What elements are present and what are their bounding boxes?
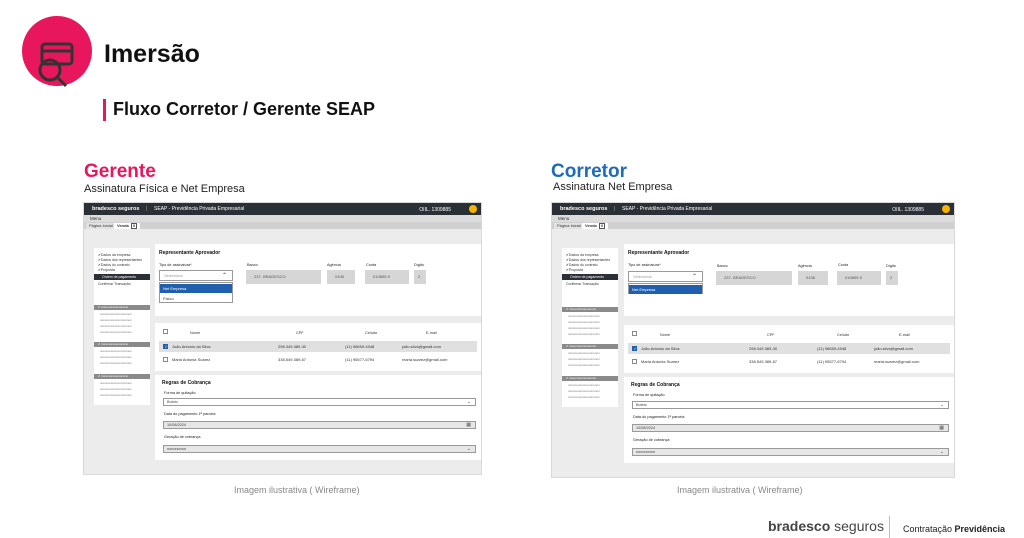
accordion-item[interactable]: nononononononononon [568,389,600,393]
digito-label: Dígito [886,264,896,268]
accordion-item[interactable]: nononononononononon [568,320,600,324]
page-title: Imersão [104,40,200,68]
user-icon[interactable] [942,205,950,213]
tab-venda-label: Venda [585,223,597,228]
step-item[interactable]: ✔Proposta [566,268,583,272]
accordion-header[interactable]: ✔ nononononononono [94,374,150,379]
tipo-select[interactable] [628,271,703,282]
cell-cpf: 298.349.389-30 [278,344,307,349]
cell-cpf: 298.349.389-30 [749,346,778,351]
accordion-item[interactable]: nononononononononon [100,324,132,328]
step-item[interactable]: ✔Dados da empresa [98,253,131,257]
accordion-item[interactable]: nononononononononon [568,332,600,336]
section-title: Regras de Cobrança [631,382,680,388]
digito-label: Dígito [414,263,424,267]
table-row[interactable] [159,354,477,365]
col-celular: Celular [365,331,378,335]
section-title: Representante Aprovador [628,250,690,256]
table-row[interactable] [159,341,477,352]
footer-brand-bold: bradesco [768,518,831,534]
cell-nome: João Antonio da Silva [172,344,211,349]
select-all-checkbox[interactable] [632,331,637,336]
representantes-table [624,325,954,373]
corretor-caption: Imagem ilustrativa ( Wireframe) [677,485,803,495]
tab-home[interactable]: Página Inicial [554,223,584,229]
footer-divider [889,516,890,538]
cell-celular: (11) 95577-6794 [817,359,847,364]
app-topbar [552,203,954,215]
wf-app-title: SEAP - Previdência Privada Empresarial [154,206,245,212]
cell-email: maria.suarez@gmail.com [402,357,448,362]
regras-section [624,377,954,463]
step-item[interactable]: Confirmar Transação [566,282,599,286]
accordion-item[interactable]: nononononononononon [568,351,600,355]
card-search-icon [30,40,90,100]
menu-button[interactable]: Menu [558,216,570,221]
geracao-select[interactable] [632,448,949,456]
forma-select[interactable] [632,401,949,409]
accordion-item[interactable]: nononononononononon [568,314,600,318]
cell-nome: Maria Antonia Suarez [172,357,211,362]
select-all-checkbox[interactable] [163,329,168,334]
steps-panel [562,248,618,407]
step-item[interactable]: ✔Dados dos representantes [566,258,610,262]
tipo-placeholder: Selecionar [633,274,652,279]
cell-email: maria.suarez@gmail.com [874,359,920,364]
page-subtitle: Fluxo Corretor / Gerente SEAP [113,99,376,119]
wf-user: OIIL. 1309885 [419,207,451,213]
conta-label: Conta [366,263,377,267]
data-field[interactable] [163,421,476,429]
banco-label: Banco [247,263,258,267]
gerente-title: Gerente [84,161,156,182]
geracao-label: Geração de cobrança [633,438,670,442]
user-icon[interactable] [469,205,477,213]
cell-cpf: 338.549.389-67 [278,357,307,362]
col-email: E-mail [899,333,910,337]
data-label: Data do pagamento 1ª parcela [164,412,216,416]
accordion-item[interactable]: nononononononononon [100,361,132,365]
agencia-label: Agência [798,264,812,268]
footer-text [903,524,1005,534]
forma-value: Boleto [167,400,178,404]
chevron-down-icon: ⌄ [466,399,471,405]
footer-text-b: Previdência [954,524,1006,534]
step-item[interactable]: ✔Dados do contrato [98,263,130,267]
accordion-item[interactable]: nononononononononon [100,355,132,359]
wf-app-title: SEAP - Previdência Privada Empresarial [622,206,713,212]
tipo-select[interactable] [159,270,233,281]
corretor-wireframe [551,202,955,478]
accordion-item[interactable]: nononononononononon [100,393,132,397]
accordion-header[interactable]: ✔ nononononononono [562,307,618,312]
row-checkbox[interactable] [632,346,637,351]
tab-bar [552,222,954,229]
tipo-label: Tipo de assinatura* [628,263,661,267]
accordion-header[interactable]: ✔ nononononononono [94,342,150,347]
accordion-item[interactable]: nononononononononon [100,330,132,334]
cell-nome: Maria Antonia Suarez [641,359,680,364]
subtitle-accent-bar [103,99,106,121]
menu-button[interactable]: Menu [90,216,102,221]
accordion-item[interactable]: nononononononononon [568,363,600,367]
cell-celular: (11) 98659-4948 [817,346,847,351]
regras-section [155,375,481,460]
wf-brand: bradesco seguros [92,206,140,212]
app-topbar [84,203,481,215]
step-item[interactable]: Confirmar Transação [98,282,131,286]
corretor-title: Corretor [551,161,628,182]
cell-cpf: 338.549.389-67 [749,359,778,364]
step-item[interactable]: ✔Dados dos representantes [98,258,142,262]
footer-brand-rest: seguros [830,518,884,534]
footer-text-a: Contratação [903,524,955,534]
option-net-empresa[interactable]: Net Empresa [160,284,232,293]
close-icon[interactable]: X [600,224,604,228]
wf-user: OIIL. 1309885 [892,207,924,213]
option-net-empresa[interactable]: Net Empresa [629,285,702,294]
brand-logo [22,16,92,86]
accordion-item[interactable]: nononononononononon [568,383,600,387]
representantes-table [155,323,481,371]
geracao-value: nonononon [167,447,187,451]
step-active[interactable]: Ordem de pagamento [562,274,618,280]
calendar-icon[interactable]: ▦ [466,422,471,428]
col-celular: Celular [837,333,850,337]
digito-field: 2 [886,271,898,285]
accordion-item[interactable]: nononononononononon [100,387,132,391]
gerente-wireframe [83,202,482,475]
col-nome: Nome [190,331,201,335]
forma-value: Boleto [636,403,647,407]
cell-nome: João Antonio da Silva [641,346,680,351]
calendar-icon[interactable]: ▦ [939,425,944,431]
step-active[interactable]: Ordem de pagamento [94,274,150,280]
cell-celular: (11) 98659-4948 [345,344,375,349]
conta-field: 010899-9 [837,271,881,285]
step-item[interactable]: ✔Proposta [98,268,115,272]
data-value: 10/08/2024 [167,423,187,427]
conta-label: Conta [838,263,849,267]
banco-field: 237- BRADESCO [716,271,792,285]
accordion-item[interactable]: nononononononononon [568,357,600,361]
chevron-down-icon: ⌄ [939,449,944,455]
tab-home[interactable]: Página Inicial [86,223,116,229]
conta-field: 010899-9 [365,270,409,284]
accordion-header[interactable]: ✔ nononononononono [94,305,150,310]
wf-sep: | [146,206,148,212]
gerente-caption: Imagem ilustrativa ( Wireframe) [234,485,360,495]
col-cpf: CPF [767,333,775,337]
wf-sep: | [614,206,616,212]
agencia-field: 0108 [798,271,828,285]
agencia-label: Agência [327,263,341,267]
wf-brand: bradesco seguros [560,206,608,212]
col-email: E-mail [426,331,437,335]
tipo-label: Tipo de assinatura* [159,263,192,267]
footer-brand [768,518,884,534]
digito-field: 2 [414,270,426,284]
forma-label: Forma de quitação [164,391,196,395]
accordion-header[interactable]: ✔ nononononononono [562,344,618,349]
tab-venda[interactable] [114,223,140,229]
corretor-subtitle: Assinatura Net Empresa [553,181,673,193]
table-row[interactable] [628,343,950,354]
banco-field: 237- BRADESCO [246,270,321,284]
representante-section [155,244,481,316]
cell-email: joão.silva@gmail.com [874,346,913,351]
step-item[interactable]: ✔Dados do contrato [566,263,598,267]
row-checkbox[interactable] [163,357,168,362]
table-row[interactable] [628,356,950,367]
accordion-item[interactable]: nononononononononon [100,318,132,322]
chevron-up-icon: ⌃ [221,273,227,279]
col-nome: Nome [660,333,671,337]
accordion-item[interactable]: nononononononononon [568,395,600,399]
data-value: 10/08/2024 [636,426,656,430]
accordion-item[interactable]: nononononononononon [568,326,600,330]
menu-bar [552,215,954,222]
close-icon[interactable]: X [132,224,136,228]
col-cpf: CPF [296,331,304,335]
representante-section [624,244,954,316]
forma-select[interactable] [163,398,476,406]
accordion-header[interactable]: ✔ nononononononono [562,376,618,381]
cell-celular: (11) 95577-6794 [345,357,375,362]
geracao-label: Geração de cobrança [164,435,201,439]
row-checkbox[interactable] [632,359,637,364]
steps-panel [94,248,150,405]
chevron-down-icon: ⌄ [466,446,471,452]
tipo-dropdown [628,283,703,294]
data-label: Data do pagamento 1ª parcela [633,415,685,419]
section-title: Representante Aprovador [159,250,221,256]
row-checkbox[interactable] [163,344,168,349]
agencia-field: 0108 [327,270,355,284]
tab-bar [84,222,481,229]
chevron-down-icon: ⌄ [939,402,944,408]
option-fisico[interactable]: Físico [163,296,174,301]
forma-label: Forma de quitação [633,393,665,397]
chevron-up-icon: ⌃ [691,274,697,280]
gerente-subtitle: Assinatura Física e Net Empresa [84,183,245,195]
accordion-item[interactable]: nononononononononon [100,381,132,385]
menu-bar [84,215,481,222]
accordion-item[interactable]: nononononononononon [100,312,132,316]
step-item[interactable]: ✔Dados da empresa [566,253,599,257]
banco-label: Banco [717,264,728,268]
geracao-select[interactable] [163,445,476,453]
data-field[interactable] [632,424,949,432]
tipo-dropdown [159,282,233,303]
cell-email: joão.silva@gmail.com [402,344,441,349]
geracao-value: nonononon [636,450,656,454]
tab-venda-label: Venda [117,223,129,228]
tipo-placeholder: Selecionar [164,273,183,278]
accordion-item[interactable]: nononononononononon [100,349,132,353]
tab-venda[interactable] [582,223,608,229]
section-title: Regras de Cobrança [162,380,211,386]
